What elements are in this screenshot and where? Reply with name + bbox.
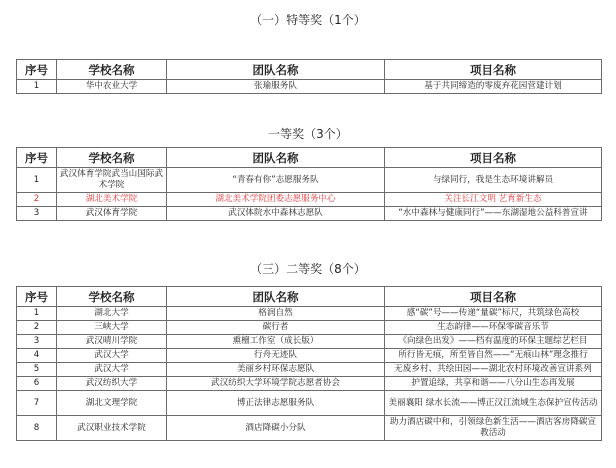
table-row	[17, 207, 602, 221]
table-row	[17, 391, 602, 416]
cell-no: 3	[17, 207, 57, 221]
header-no: 序号	[17, 287, 57, 307]
cell-project: 与绿同行，我是生态环境讲解员	[385, 168, 602, 193]
second-award-table	[16, 286, 602, 441]
header-team: 团队名称	[167, 148, 385, 168]
table-row	[17, 377, 602, 391]
cell-team: 湖北美术学院团委志愿服务中心	[167, 193, 385, 207]
cell-team: 碳行者	[167, 321, 385, 335]
cell-team: 熏檀工作室（成长版）	[167, 335, 385, 349]
header-school: 学校名称	[57, 148, 167, 168]
cell-project: 无废乡村、共绘田园——湖北农村环境改善宣讲系列	[385, 363, 602, 377]
cell-team: 博正法律志愿服务队	[167, 391, 385, 416]
cell-no: 8	[17, 416, 57, 441]
first-award-title: 一等奖（3个）	[268, 127, 348, 141]
cell-school: 湖北美术学院	[57, 193, 167, 207]
cell-project: 生态韵律——环保零碳音乐节	[385, 321, 602, 335]
cell-school: 湖北文理学院	[57, 391, 167, 416]
cell-school: 武汉职业技术学院	[57, 416, 167, 441]
cell-school: 华中农业大学	[57, 80, 167, 94]
cell-team: 美丽乡村环保志愿队	[167, 363, 385, 377]
table-row	[17, 416, 602, 441]
cell-no: 2	[17, 321, 57, 335]
table-header-row	[17, 287, 602, 307]
cell-project: 护置追绿，共享和谐——八分山生态再发展	[385, 377, 602, 391]
table-row	[17, 349, 602, 363]
cell-project: “水中森林与健康同行”——东湖湿地公益科普宣讲	[385, 207, 602, 221]
table-header-row	[17, 60, 602, 80]
header-no: 序号	[17, 60, 57, 80]
cell-school: 三峡大学	[57, 321, 167, 335]
cell-no: 1	[17, 307, 57, 321]
cell-team: 武汉体院水中森林志愿队	[167, 207, 385, 221]
cell-project: 基于共同缔造的零废弃花园营建计划	[385, 80, 602, 94]
cell-no: 7	[17, 391, 57, 416]
cell-school: 武汉大学	[57, 349, 167, 363]
cell-project: 助力酒店碳中和，引领绿色新生活——酒店客房降碳宣教活动	[385, 416, 602, 441]
second-award-title: （三）二等奖（8个）	[250, 262, 366, 276]
table-row	[17, 335, 602, 349]
cell-team: 格润自然	[167, 307, 385, 321]
cell-no: 2	[17, 193, 57, 207]
cell-school: 湖北大学	[57, 307, 167, 321]
header-project: 项目名称	[385, 287, 602, 307]
cell-school: 武汉纺织大学	[57, 377, 167, 391]
cell-team: 张瑜服务队	[167, 80, 385, 94]
cell-project: 美丽襄阳 绿水长流——博正汉江流域生态保护宣传活动	[385, 391, 602, 416]
cell-school: 武汉晴川学院	[57, 335, 167, 349]
cell-no: 4	[17, 349, 57, 363]
cell-team: “青春有你”志愿服务队	[167, 168, 385, 193]
header-no: 序号	[17, 148, 57, 168]
cell-project: 关注长江文明 艺育新生态	[385, 193, 602, 207]
cell-no: 6	[17, 377, 57, 391]
cell-team: 酒店降碳小分队	[167, 416, 385, 441]
cell-school: 武汉大学	[57, 363, 167, 377]
cell-school: 武汉体育学院武当山国际武术学院	[57, 168, 167, 193]
cell-no: 1	[17, 168, 57, 193]
table-row	[17, 363, 602, 377]
cell-project: 所行皆无痕，所至皆自然——“无痕山林”理念推行	[385, 349, 602, 363]
table-row	[17, 80, 602, 94]
cell-project: 感“碳”号——传递“量碳”标尺，共筑绿色高校	[385, 307, 602, 321]
header-team: 团队名称	[167, 60, 385, 80]
table-row	[17, 321, 602, 335]
first-award-table	[16, 147, 602, 221]
cell-no: 3	[17, 335, 57, 349]
special-award-table	[16, 59, 602, 94]
cell-project: 《向绿色出发》——档有温度的环保主题综艺栏目	[385, 335, 602, 349]
header-project: 项目名称	[385, 148, 602, 168]
header-project: 项目名称	[385, 60, 602, 80]
cell-no: 1	[17, 80, 57, 94]
table-row-highlighted	[17, 193, 602, 207]
cell-team: 武汉纺织大学环境学院志愿者协会	[167, 377, 385, 391]
header-school: 学校名称	[57, 287, 167, 307]
cell-team: 行舟无迹队	[167, 349, 385, 363]
table-header-row	[17, 148, 602, 168]
table-row	[17, 307, 602, 321]
header-school: 学校名称	[57, 60, 167, 80]
header-team: 团队名称	[167, 287, 385, 307]
cell-no: 5	[17, 363, 57, 377]
cell-school: 武汉体育学院	[57, 207, 167, 221]
special-award-title: （一）特等奖（1个）	[250, 13, 366, 27]
table-row	[17, 168, 602, 193]
